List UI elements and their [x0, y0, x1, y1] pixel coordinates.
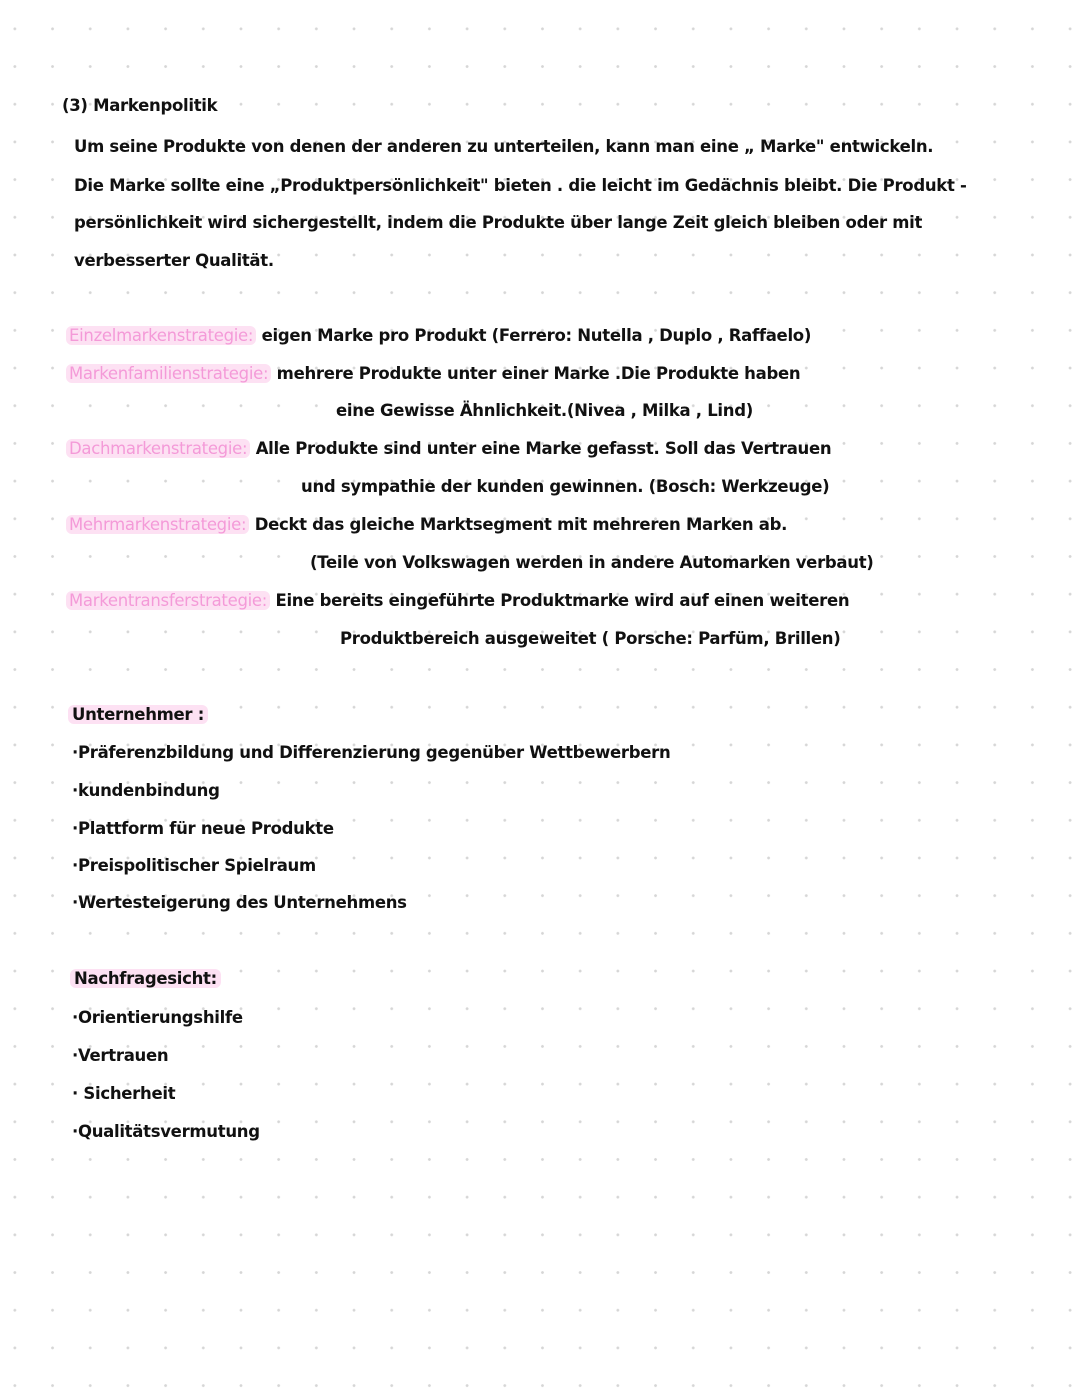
strategy-text: und sympathie der kunden gewinnen. (Bosch: Werkzeuge)	[301, 477, 830, 496]
intro-line: Um seine Produkte von denen der anderen zu unterteilen, kann man eine „ Marke" entwickeln.	[74, 137, 934, 156]
strategy-dachmarken	[66, 439, 831, 458]
strategy-text: Deckt das gleiche Marktsegment mit mehreren Marken ab.	[254, 515, 788, 534]
strategy-markenfamilien	[66, 364, 800, 383]
nachfrage-heading: Nachfragesicht:	[70, 969, 221, 988]
list-item: ·Vertrauen	[72, 1046, 169, 1065]
strategy-markentransfer	[66, 591, 849, 610]
list-item: ·Orientierungshilfe	[72, 1008, 243, 1027]
list-item: ·kundenbindung	[72, 781, 220, 800]
list-item: · Sicherheit	[72, 1084, 176, 1103]
strategy-label: Markenfamilienstrategie:	[66, 364, 271, 383]
strategy-text: eigen Marke pro Produkt (Ferrero: Nutella , Duplo , Raffaelo)	[261, 326, 812, 345]
strategy-einzelmarken	[66, 326, 811, 345]
list-item: ·Plattform für neue Produkte	[72, 819, 334, 838]
intro-line: persönlichkeit wird sichergestellt, indem die Produkte über lange Zeit gleich bleiben oder mit	[74, 213, 923, 232]
list-item: ·Präferenzbildung und Differenzierung gegenüber Wettbewerbern	[72, 743, 671, 762]
strategy-text: Eine bereits eingeführte Produktmarke wird auf einen weiteren	[275, 591, 850, 610]
strategy-text: eine Gewisse Ähnlichkeit.(Nivea , Milka , Lind)	[336, 401, 753, 420]
strategy-text: (Teile von Volkswagen werden in andere Automarken verbaut)	[310, 553, 874, 572]
strategy-text: mehrere Produkte unter einer Marke .Die Produkte haben	[276, 364, 801, 383]
strategy-label: Einzelmarkenstrategie:	[66, 326, 256, 345]
strategy-text: Alle Produkte sind unter eine Marke gefasst. Soll das Vertrauen	[255, 439, 832, 458]
list-item: ·Preispolitischer Spielraum	[72, 856, 316, 875]
list-item: ·Qualitätsvermutung	[72, 1122, 260, 1141]
strategy-label: Markentransferstrategie:	[66, 591, 270, 610]
strategy-label: Dachmarkenstrategie:	[66, 439, 250, 458]
strategy-text: Produktbereich ausgeweitet ( Porsche: Parfüm, Brillen)	[340, 629, 841, 648]
intro-line: Die Marke sollte eine „Produktpersönlichkeit" bieten . die leicht im Gedächnis bleibt. Die Produkt -	[74, 176, 967, 195]
unternehmer-heading: Unternehmer :	[68, 705, 208, 724]
list-item: ·Wertesteigerung des Unternehmens	[72, 893, 407, 912]
intro-line: verbesserter Qualität.	[74, 251, 274, 270]
section-title: (3) Markenpolitik	[62, 96, 218, 115]
strategy-label: Mehrmarkenstrategie:	[66, 515, 249, 534]
strategy-mehrmarken	[66, 515, 787, 534]
